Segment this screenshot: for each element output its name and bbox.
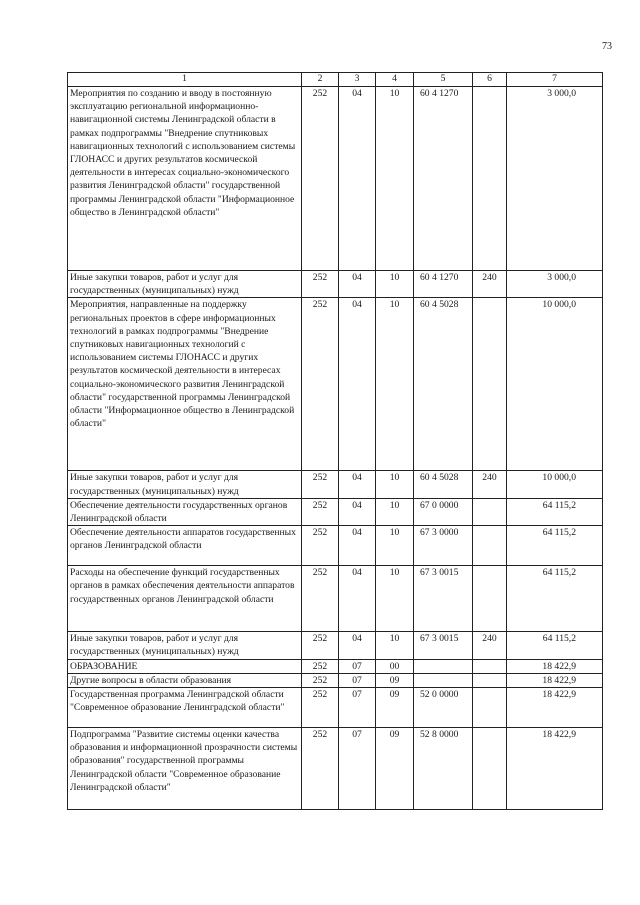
cell-subsection: 10 [376, 87, 414, 271]
row-description: Другие вопросы в области образования [68, 673, 302, 687]
cell-amount: 18 422,9 [507, 728, 603, 810]
table-body [68, 87, 603, 810]
cell-subsection: 09 [376, 728, 414, 810]
cell-expense-type [473, 659, 507, 673]
cell-grbs: 252 [302, 87, 339, 271]
cell-target-article: 67 3 0015 [414, 632, 473, 659]
cell-target-article [414, 659, 473, 673]
cell-section: 07 [339, 688, 376, 728]
cell-section: 04 [339, 471, 376, 498]
cell-target-article: 60 4 5028 [414, 471, 473, 498]
cell-section: 04 [339, 526, 376, 566]
cell-expense-type: 240 [473, 632, 507, 659]
cell-expense-type [473, 673, 507, 687]
cell-target-article: 67 3 0000 [414, 526, 473, 566]
cell-grbs: 252 [302, 632, 339, 659]
column-header: 6 [473, 73, 507, 87]
table-row [68, 673, 603, 687]
table-row [68, 688, 603, 728]
cell-subsection: 09 [376, 673, 414, 687]
cell-expense-type [473, 688, 507, 728]
table-row [68, 87, 603, 271]
cell-subsection: 10 [376, 298, 414, 471]
cell-target-article: 60 4 1270 [414, 87, 473, 271]
table-row [68, 271, 603, 298]
page-number: 73 [602, 41, 612, 52]
cell-section: 04 [339, 632, 376, 659]
cell-amount: 10 000,0 [507, 471, 603, 498]
cell-grbs: 252 [302, 526, 339, 566]
table-row [68, 471, 603, 498]
table-row [68, 632, 603, 659]
cell-amount: 10 000,0 [507, 298, 603, 471]
cell-target-article: 52 0 0000 [414, 688, 473, 728]
column-header: 4 [376, 73, 414, 87]
cell-expense-type [473, 526, 507, 566]
cell-target-article: 67 3 0015 [414, 566, 473, 632]
row-description: Расходы на обеспечение функций государственных органов в рамках обеспечения деятельности аппаратов государственных органов Ленинградской области [68, 566, 302, 632]
cell-amount: 18 422,9 [507, 673, 603, 687]
cell-expense-type [473, 566, 507, 632]
cell-grbs: 252 [302, 298, 339, 471]
cell-target-article: 52 8 0000 [414, 728, 473, 810]
row-description: Мероприятия, направленные на поддержку региональных проектов в сфере информационных технологий в рамках подпрограммы "Внедрение спутниковых навигационных технологий с использованием системы ГЛОНАСС и других результатов космической деятельности в интересах социально-экономического развития Ленинградской области" государственной программы Ленинградской области "Информационное общество в Ленинградской области" [68, 298, 302, 471]
row-description: ОБРАЗОВАНИЕ [68, 659, 302, 673]
cell-section: 07 [339, 659, 376, 673]
cell-subsection: 10 [376, 526, 414, 566]
column-header: 1 [68, 73, 302, 87]
table-header-row [68, 73, 603, 87]
cell-grbs: 252 [302, 471, 339, 498]
cell-expense-type: 240 [473, 271, 507, 298]
cell-expense-type [473, 87, 507, 271]
column-header: 3 [339, 73, 376, 87]
budget-table [67, 72, 603, 810]
cell-expense-type [473, 728, 507, 810]
cell-grbs: 252 [302, 271, 339, 298]
cell-amount: 64 115,2 [507, 498, 603, 525]
table-row [68, 498, 603, 525]
cell-subsection: 10 [376, 632, 414, 659]
cell-amount: 18 422,9 [507, 659, 603, 673]
row-description: Подпрограмма "Развитие системы оценки качества образования и информационной прозрачности системы образования" государственной программы Ленинградской области "Современное образование Ленинградской области" [68, 728, 302, 810]
table-row [68, 659, 603, 673]
row-description: Обеспечение деятельности аппаратов государственных органов Ленинградской области [68, 526, 302, 566]
cell-grbs: 252 [302, 688, 339, 728]
cell-amount: 3 000,0 [507, 271, 603, 298]
cell-amount: 64 115,2 [507, 566, 603, 632]
cell-expense-type [473, 498, 507, 525]
cell-section: 07 [339, 728, 376, 810]
cell-section: 04 [339, 298, 376, 471]
row-description: Иные закупки товаров, работ и услуг для государственных (муниципальных) нужд [68, 271, 302, 298]
cell-section: 04 [339, 271, 376, 298]
cell-target-article [414, 673, 473, 687]
cell-section: 04 [339, 566, 376, 632]
cell-expense-type [473, 298, 507, 471]
column-header: 2 [302, 73, 339, 87]
cell-grbs: 252 [302, 498, 339, 525]
row-description: Обеспечение деятельности государственных органов Ленинградской области [68, 498, 302, 525]
row-description: Иные закупки товаров, работ и услуг для государственных (муниципальных) нужд [68, 632, 302, 659]
table-row [68, 298, 603, 471]
cell-subsection: 10 [376, 271, 414, 298]
cell-target-article: 60 4 1270 [414, 271, 473, 298]
column-header: 7 [507, 73, 603, 87]
cell-subsection: 10 [376, 566, 414, 632]
cell-amount: 3 000,0 [507, 87, 603, 271]
cell-section: 07 [339, 673, 376, 687]
cell-grbs: 252 [302, 728, 339, 810]
cell-amount: 64 115,2 [507, 526, 603, 566]
column-header: 5 [414, 73, 473, 87]
table-row [68, 728, 603, 810]
cell-subsection: 10 [376, 471, 414, 498]
cell-subsection: 00 [376, 659, 414, 673]
cell-grbs: 252 [302, 673, 339, 687]
row-description: Мероприятия по созданию и вводу в постоянную эксплуатацию региональной информационно-навигационной системы Ленинградской области в рамках подпрограммы "Внедрение спутниковых навигационных технологий с использованием системы ГЛОНАСС и других результатов космической деятельности в интересах социально-экономического развития Ленинградской области" государственной программы Ленинградской области "Информационное общество в Ленинградской области" [68, 87, 302, 271]
cell-expense-type: 240 [473, 471, 507, 498]
table-row [68, 566, 603, 632]
cell-section: 04 [339, 498, 376, 525]
cell-grbs: 252 [302, 566, 339, 632]
cell-amount: 18 422,9 [507, 688, 603, 728]
row-description: Государственная программа Ленинградской области "Современное образование Ленинградской области" [68, 688, 302, 728]
cell-subsection: 09 [376, 688, 414, 728]
cell-target-article: 60 4 5028 [414, 298, 473, 471]
cell-grbs: 252 [302, 659, 339, 673]
cell-subsection: 10 [376, 498, 414, 525]
table-row [68, 526, 603, 566]
cell-section: 04 [339, 87, 376, 271]
cell-amount: 64 115,2 [507, 632, 603, 659]
row-description: Иные закупки товаров, работ и услуг для государственных (муниципальных) нужд [68, 471, 302, 498]
cell-target-article: 67 0 0000 [414, 498, 473, 525]
